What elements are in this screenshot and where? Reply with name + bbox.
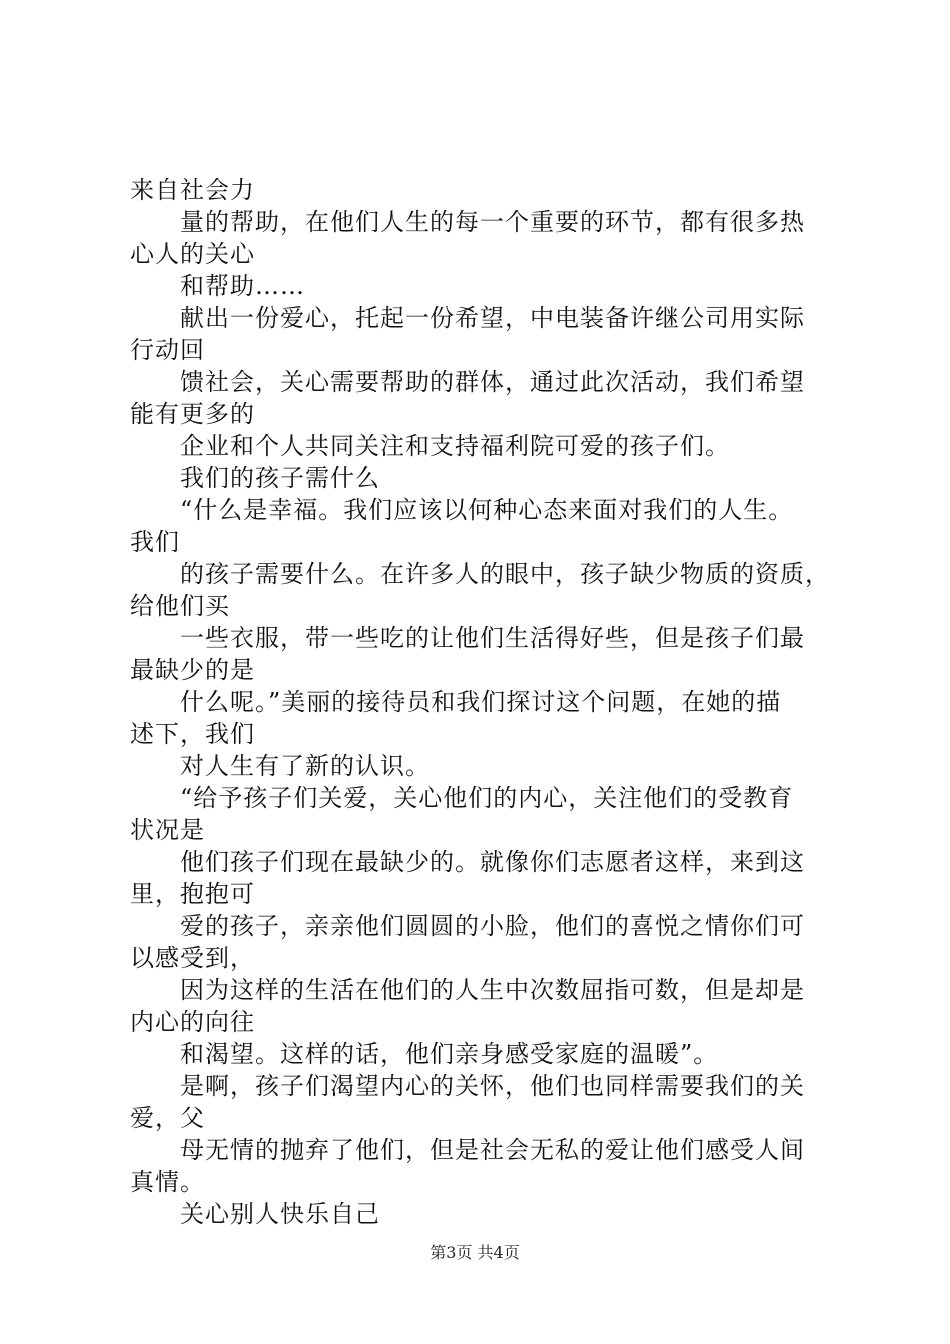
text-line: 爱，父 [130, 1104, 205, 1132]
text-line: 一些衣服，带一些吃的让他们生活得好些，但是孩子们最 [180, 624, 805, 652]
text-line: 状况是 [130, 816, 205, 844]
text-line: 我们的孩子需什么 [180, 464, 380, 492]
document-body [130, 174, 840, 1230]
text-line: 因为这样的生活在他们的人生中次数屈指可数，但是却是 [180, 976, 805, 1004]
text-line: 给他们买 [130, 592, 230, 620]
text-line: 和帮助…… [180, 272, 305, 300]
text-line: 能有更多的 [130, 400, 255, 428]
text-line: 来自社会力 [130, 176, 255, 204]
text-line: 关心别人快乐自己 [180, 1200, 380, 1228]
text-line: 母无情的抛弃了他们，但是社会无私的爱让他们感受人间 [180, 1136, 805, 1164]
text-line: 心人的关心 [130, 240, 255, 268]
text-line: 述下，我们 [130, 720, 255, 748]
text-line: 行动回 [130, 336, 205, 364]
text-line: 是啊，孩子们渴望内心的关怀，他们也同样需要我们的关 [180, 1072, 805, 1100]
text-line: 里，抱抱可 [130, 880, 255, 908]
text-line: 我们 [130, 528, 180, 556]
text-line: 爱的孩子，亲亲他们圆圆的小脸，他们的喜悦之情你们可 [180, 912, 805, 940]
text-line: 馈社会，关心需要帮助的群体，通过此次活动，我们希望 [180, 368, 805, 396]
text-line: “给予孩子们关爱，关心他们的内心，关注他们的受教育 [180, 784, 794, 812]
page-footer: 第3页 共4页 [430, 1243, 520, 1262]
text-line: 最缺少的是 [130, 656, 255, 684]
text-line: 和渴望。这样的话，他们亲身感受家庭的温暖”。 [180, 1040, 719, 1068]
text-line: 以感受到， [130, 944, 255, 972]
text-line: 内心的向往 [130, 1008, 255, 1036]
text-line: 量的帮助，在他们人生的每一个重要的环节，都有很多热 [180, 208, 805, 236]
text-line: 献出一份爱心，托起一份希望，中电装备许继公司用实际 [180, 304, 805, 332]
text-line: “什么是幸福。我们应该以何种心态来面对我们的人生。 [180, 496, 794, 524]
text-line: 企业和个人共同关注和支持福利院可爱的孩子们。 [180, 432, 730, 460]
text-line: 他们孩子们现在最缺少的。就像你们志愿者这样，来到这 [180, 848, 805, 876]
text-line: 什么呢。”美丽的接待员和我们探讨这个问题，在她的描 [180, 688, 782, 716]
text-line: 真情。 [130, 1168, 205, 1196]
text-line: 对人生有了新的认识。 [180, 752, 430, 780]
text-line: 的孩子需要什么。在许多人的眼中，孩子缺少物质的资质， [180, 560, 830, 588]
